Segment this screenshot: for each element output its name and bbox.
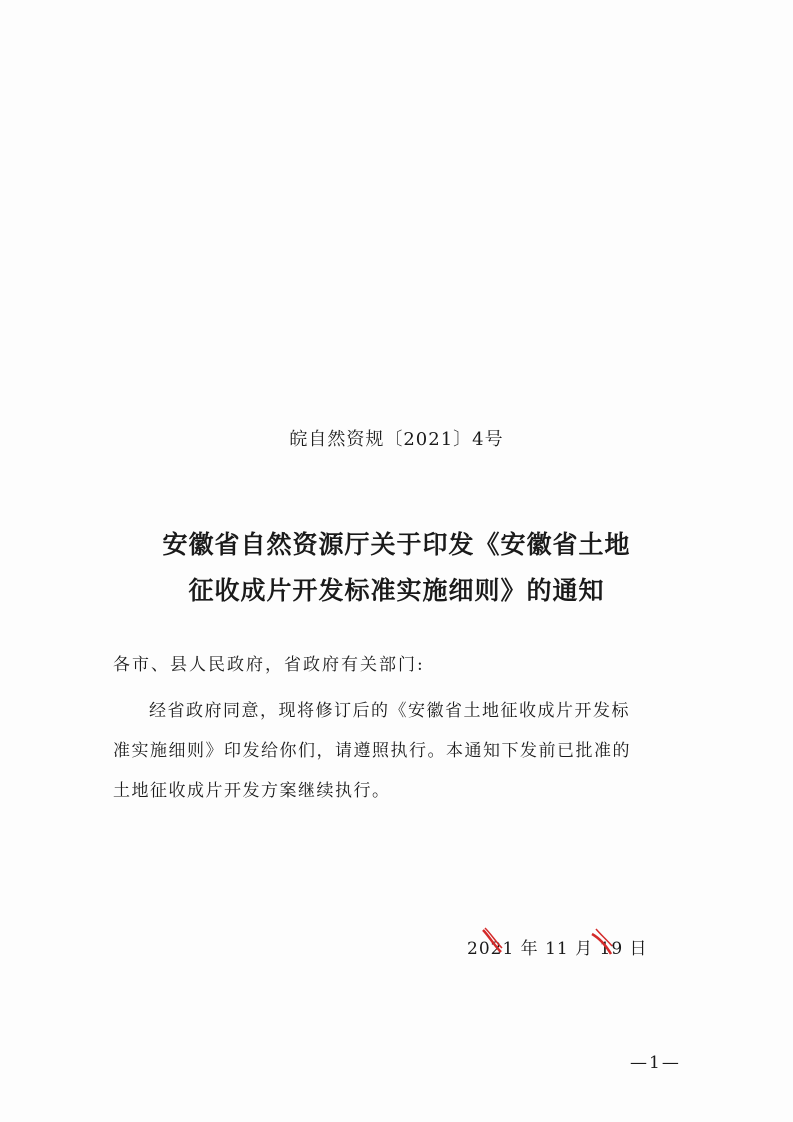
seal-mark-icon: [481, 926, 503, 956]
document-title: [0, 522, 793, 614]
body-paragraph: [113, 691, 681, 811]
body-line-2: 准实施细则》印发给你们，请遵照执行。本通知下发前已批准的: [113, 741, 631, 761]
seal-mark-icon: [591, 926, 613, 956]
document-number: 皖自然资规〔2021〕4号: [289, 429, 504, 450]
addressee: 各市、县人民政府，省政府有关部门:: [113, 655, 425, 675]
body-line-1: 经省政府同意，现将修订后的《安徽省土地征收成片开发标: [149, 701, 630, 721]
title-line-2: 征收成片开发标准实施细则》的通知: [188, 576, 605, 605]
issue-date: 2021 年 11 月 19 日: [467, 939, 648, 959]
title-line-1: 安徽省自然资源厅关于印发《安徽省土地: [162, 530, 631, 559]
page-number: —1—: [630, 1053, 681, 1073]
body-line-3: 土地征收成片开发方案继续执行。: [113, 781, 391, 801]
